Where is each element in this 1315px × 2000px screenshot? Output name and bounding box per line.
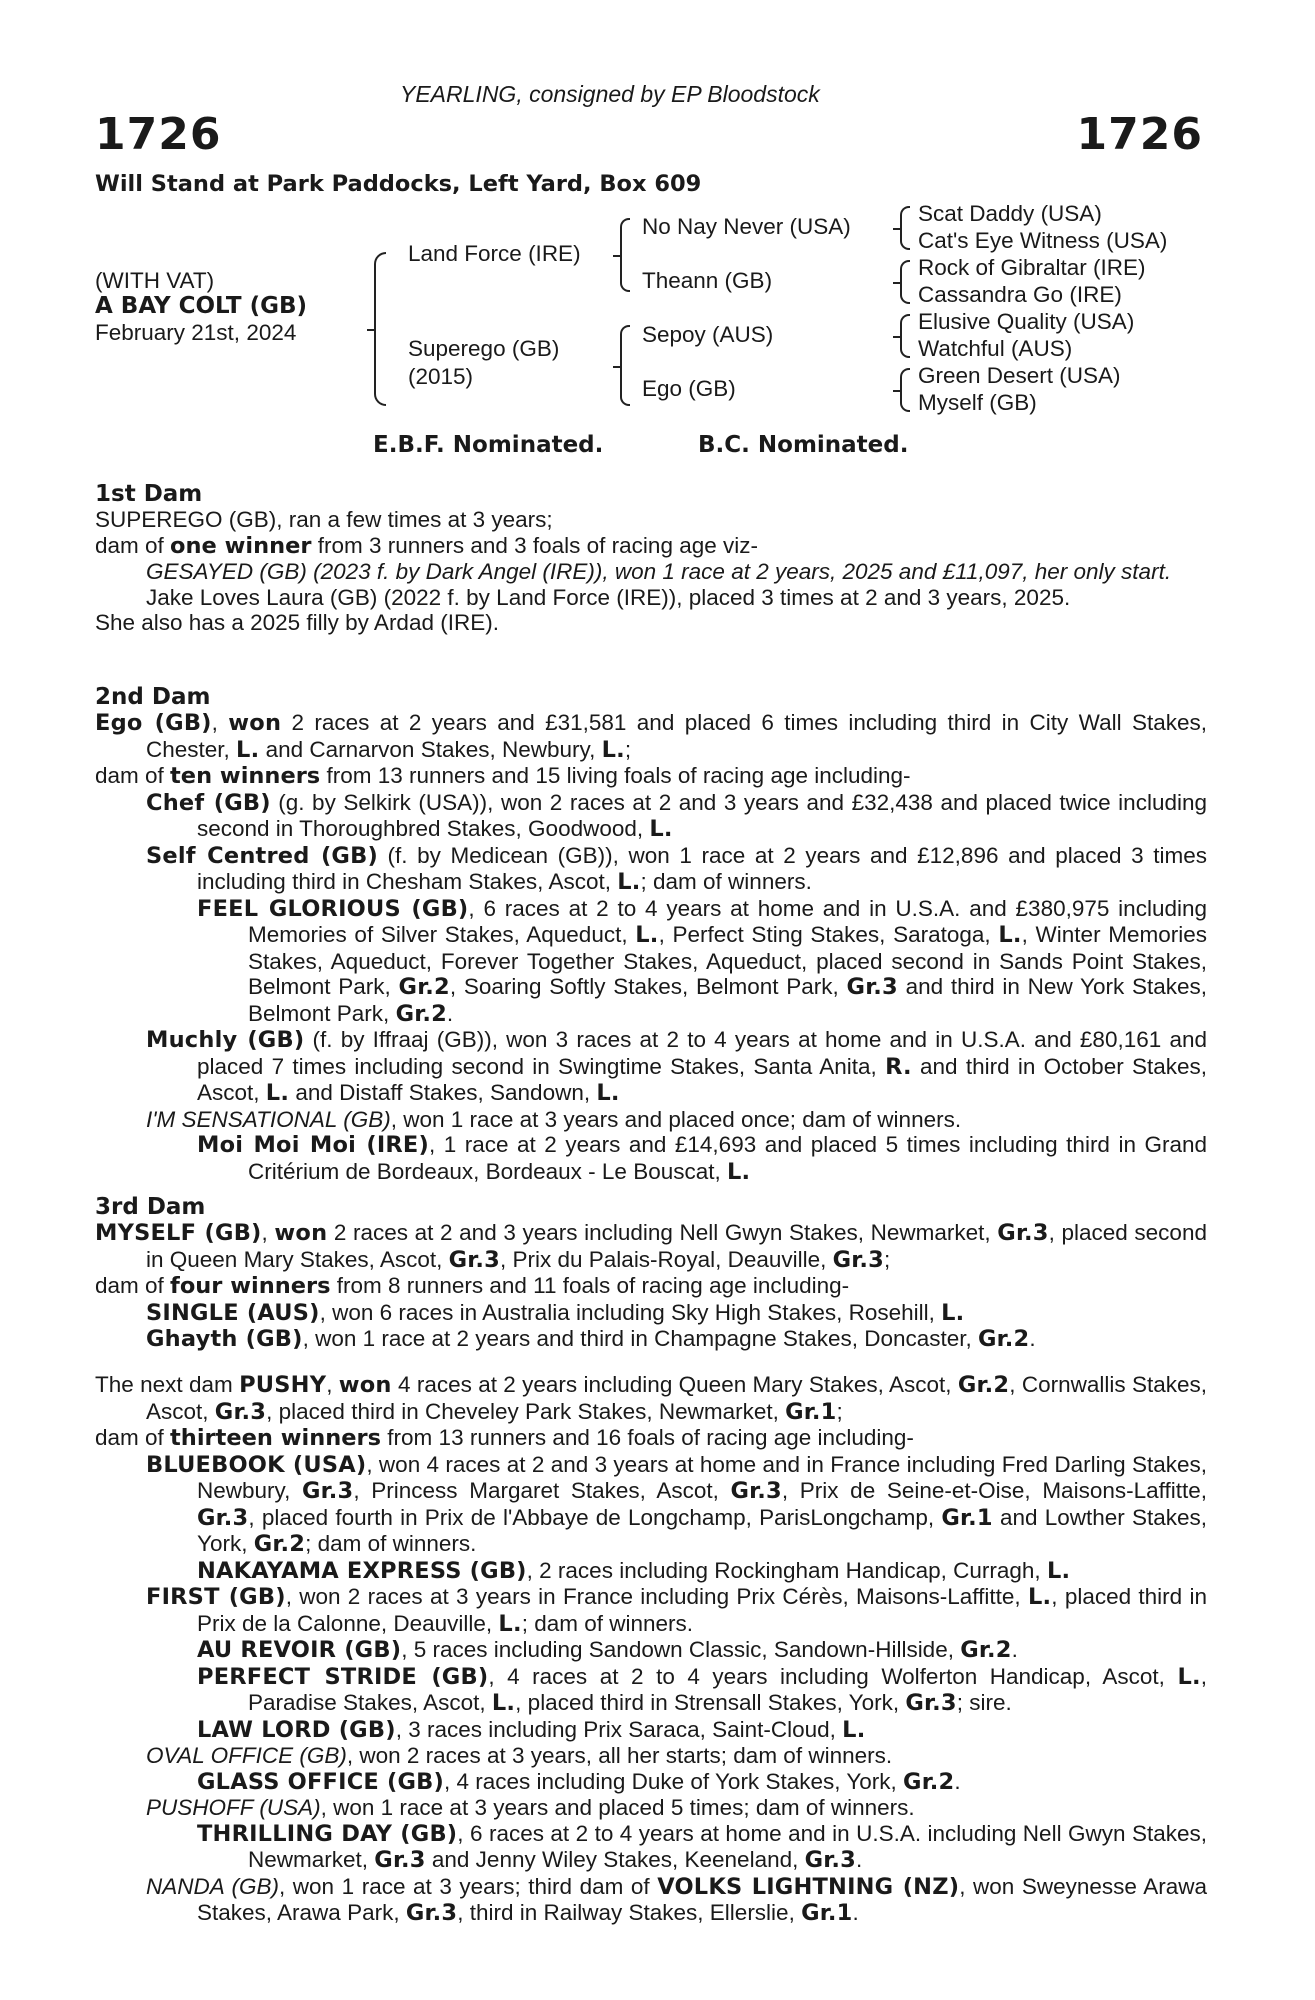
gs-4: Cassandra Go (IRE) bbox=[918, 282, 1122, 307]
produce-thrilling-day: THRILLING DAY (GB), 6 races at 2 to 4 years at home and in U.S.A. including Nell Gwyn Stakes, Newmarket, Gr.3 and Jenny Wiley Stakes, Keeneland, Gr.3. bbox=[197, 1820, 1208, 1873]
first-dam-produce-summary: dam of one winner from 3 runners and 3 foals of racing age viz- bbox=[95, 532, 758, 559]
produce-ghayth: Ghayth (GB), won 1 race at 2 years and third in Champagne Stakes, Doncaster, Gr.2. bbox=[146, 1326, 1036, 1352]
sire: Land Force (IRE) bbox=[408, 241, 581, 266]
dam-year: (2015) bbox=[408, 364, 474, 389]
third-dam-record: MYSELF (GB), won 2 races at 2 and 3 years including Nell Gwyn Stakes, Newmarket, Gr.3, placed second in Queen Mary Stakes, Ascot, Gr.3, Prix du Palais-Royal, Deauville, Gr.3; bbox=[95, 1220, 1207, 1273]
first-dam-section bbox=[95, 482, 1207, 636]
gs-1: Scat Daddy (USA) bbox=[918, 201, 1102, 226]
next-dam-record: The next dam PUSHY, won 4 races at 2 years including Queen Mary Stakes, Ascot, Gr.2, Cornwallis Stakes, Ascot, Gr.3, placed third in Cheveley Park Stakes, Newmarket, Gr.1; bbox=[95, 1372, 1207, 1425]
dam-brace bbox=[620, 325, 630, 406]
lot-number-right: 1726 bbox=[1076, 109, 1203, 160]
gs-7: Green Desert (USA) bbox=[918, 363, 1121, 388]
third-dam-produce-summary: dam of four winners from 8 runners and 11 foals of racing age including- bbox=[95, 1273, 850, 1299]
foaling-date: February 21st, 2024 bbox=[95, 320, 297, 345]
dam-sire: Sepoy (AUS) bbox=[642, 322, 774, 347]
first-dam-heading: 1st Dam bbox=[95, 481, 203, 507]
lot-number-left: 1726 bbox=[95, 109, 222, 160]
produce-feel-glorious: FEEL GLORIOUS (GB), 6 races at 2 to 4 years at home and in U.S.A. and £380,975 including Memories of Silver Stakes, Aqueduct, L., Perfect Sting Stakes, Saratoga, L., Winter Memories Stakes, Aqueduct, Forever Together Stakes, Aqueduct, placed second in Sands Point Stakes, Belmont Park, Gr.2, Soaring Softly Stakes, Belmont Park, Gr.3 and third in New York Stakes, Belmont Park, Gr.2. bbox=[197, 895, 1208, 1027]
pedigree-brace-main bbox=[374, 252, 386, 406]
g-brace-4 bbox=[900, 368, 910, 412]
produce-oval-office: OVAL OFFICE (GB), won 2 races at 3 years, all her starts; dam of winners. bbox=[146, 1743, 893, 1768]
bc-nomination: B.C. Nominated. bbox=[698, 432, 909, 458]
produce-muchly: Muchly (GB) (f. by Iffraaj (GB)), won 3 races at 2 to 4 years at home and in U.S.A. and £80,161 and placed 7 times including second in Swingtime Stakes, Santa Anita, R. and third in October Stakes, Ascot, L. and Distaff Stakes, Sandown, L. bbox=[146, 1027, 1207, 1106]
produce-law-lord: LAW LORD (GB), 3 races including Prix Saraca, Saint-Cloud, L. bbox=[197, 1716, 866, 1743]
next-dam-produce-summary: dam of thirteen winners from 13 runners and 16 foals of racing age including- bbox=[95, 1425, 914, 1451]
second-dam-produce-summary: dam of ten winners from 13 runners and 15 living foals of racing age including- bbox=[95, 763, 911, 789]
third-dam-heading: 3rd Dam bbox=[95, 1194, 206, 1220]
vat-note: (WITH VAT) bbox=[95, 268, 215, 293]
second-dam-section bbox=[95, 685, 1207, 1185]
produce-nanda: NANDA (GB), won 1 race at 3 years; third dam of VOLKS LIGHTNING (NZ), won Sweynesse Arawa Stakes, Arawa Park, Gr.3, third in Railway Stakes, Ellerslie, Gr.1. bbox=[146, 1873, 1208, 1926]
produce-pushoff: PUSHOFF (USA), won 1 race at 3 years and placed 5 times; dam of winners. bbox=[146, 1795, 915, 1820]
dam: Superego (GB) bbox=[408, 336, 560, 361]
second-dam-record: Ego (GB), won 2 races at 2 years and £31,581 and placed 6 times including third in City Wall Stakes, Chester, L. and Carnarvon Stakes, Newbury, L.; bbox=[95, 710, 1207, 763]
g-brace-2 bbox=[900, 260, 910, 304]
gs-2: Cat's Eye Witness (USA) bbox=[918, 228, 1168, 253]
produce-moi-moi-moi: Moi Moi Moi (IRE), 1 race at 2 years and £14,693 and placed 5 times including third in Grand Critérium de Bordeaux, Bordeaux - Le Bouscat, L. bbox=[197, 1132, 1208, 1185]
first-dam-record: SUPEREGO (GB), ran a few times at 3 years; bbox=[95, 507, 553, 532]
produce-im-sensational: I'M SENSATIONAL (GB), won 1 race at 3 years and placed once; dam of winners. bbox=[146, 1106, 962, 1132]
produce-note: She also has a 2025 filly by Ardad (IRE). bbox=[95, 610, 499, 635]
produce-first: FIRST (GB), won 2 races at 3 years in France including Prix Cérès, Maisons-Laffitte, L., placed third in Prix de la Calonne, Deauville, L.; dam of winners. bbox=[146, 1584, 1207, 1637]
produce-jake-loves-laura: Jake Loves Laura (GB) (2022 f. by Land Force (IRE)), placed 3 times at 2 and 3 years, 2025. bbox=[146, 584, 1071, 610]
third-dam-section bbox=[95, 1195, 1207, 1353]
next-dam-section bbox=[95, 1372, 1207, 1927]
gs-5: Elusive Quality (USA) bbox=[918, 309, 1135, 334]
g-brace-1 bbox=[900, 206, 910, 250]
ebf-nomination: E.B.F. Nominated. bbox=[373, 432, 604, 458]
gs-8: Myself (GB) bbox=[918, 390, 1037, 415]
produce-nakayama-express: NAKAYAMA EXPRESS (GB), 2 races including Rockingham Handicap, Curragh, L. bbox=[197, 1557, 1071, 1584]
dam-dam: Ego (GB) bbox=[642, 376, 736, 401]
produce-au-revoir: AU REVOIR (GB), 5 races including Sandown Classic, Sandown-Hillside, Gr.2. bbox=[197, 1637, 1018, 1663]
g-brace-3 bbox=[900, 314, 910, 358]
produce-bluebook: BLUEBOOK (USA), won 4 races at 2 and 3 years at home and in France including Fred Darling Stakes, Newbury, Gr.3, Princess Margaret Stakes, Ascot, Gr.3, Prix de Seine-et-Oise, Maisons-Laffitte, Gr.3, placed fourth in Prix de l'Abbaye de Longchamp, ParisLongchamp, Gr.1 and Lowther Stakes, York, Gr.2; dam of winners. bbox=[146, 1451, 1207, 1557]
gs-3: Rock of Gibraltar (IRE) bbox=[918, 255, 1146, 280]
sire-dam: Theann (GB) bbox=[642, 268, 773, 293]
sire-sire: No Nay Never (USA) bbox=[642, 214, 851, 239]
consignor-line: YEARLING, consigned by EP Bloodstock bbox=[400, 81, 820, 107]
horse-description: A BAY COLT (GB) bbox=[95, 293, 308, 319]
produce-chef: Chef (GB) (g. by Selkirk (USA)), won 2 races at 2 and 3 years and £32,438 and placed twice including second in Thoroughbred Stakes, Goodwood, L. bbox=[146, 789, 1207, 842]
produce-gesayed: GESAYED (GB) (2023 f. by Dark Angel (IRE)), won 1 race at 2 years, 2025 and £11,097, her only start. bbox=[146, 559, 1172, 584]
produce-self-centred: Self Centred (GB) (f. by Medicean (GB)), won 1 race at 2 years and £12,896 and placed 3 times including third in Chesham Stakes, Ascot, L.; dam of winners. bbox=[146, 842, 1207, 895]
sire-brace bbox=[620, 218, 630, 292]
box-location: Will Stand at Park Paddocks, Left Yard, Box 609 bbox=[95, 171, 702, 197]
second-dam-heading: 2nd Dam bbox=[95, 684, 211, 710]
produce-glass-office: GLASS OFFICE (GB), 4 races including Duke of York Stakes, York, Gr.2. bbox=[197, 1768, 961, 1795]
produce-single: SINGLE (AUS), won 6 races in Australia including Sky High Stakes, Rosehill, L. bbox=[146, 1299, 965, 1326]
produce-perfect-stride: PERFECT STRIDE (GB), 4 races at 2 to 4 years including Wolferton Handicap, Ascot, L., Paradise Stakes, Ascot, L., placed third in Strensall Stakes, York, Gr.3; sire. bbox=[197, 1663, 1207, 1716]
gs-6: Watchful (AUS) bbox=[918, 336, 1073, 361]
